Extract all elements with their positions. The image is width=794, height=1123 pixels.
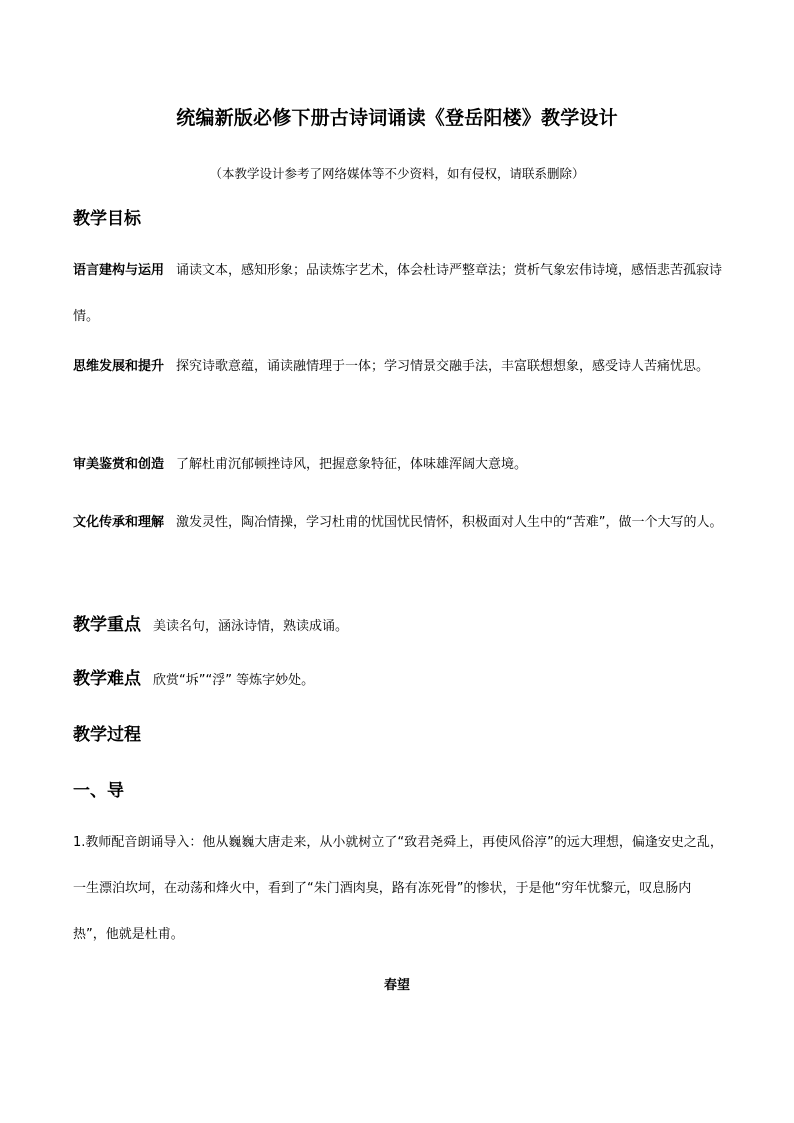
goal-label: 审美鉴赏和创造	[73, 457, 165, 472]
goal-item	[73, 344, 723, 390]
subsection-heading-intro: 一、导	[73, 781, 124, 801]
goal-item	[73, 442, 723, 488]
goal-label: 语言建构与运用	[73, 263, 165, 278]
goal-text: 激发灵性，陶冶情操，学习杜甫的忧国忧民情怀，积极面对人生中的“苦难”，做一个大写的人。	[176, 515, 723, 530]
copyright-note: （本教学设计参考了网络媒体等不少资料，如有侵权，请联系删除）	[209, 166, 585, 181]
goal-item	[73, 248, 723, 340]
intro-paragraph: 1.教师配音朗诵导入：他从巍巍大唐走来，从小就树立了“致君尧舜上，再使风俗淳”的远大理想，偏逢安史之乱，一生漂泊坎坷，在动荡和烽火中，看到了“朱门酒肉臭，路有冻死骨”的惨状，于是他“穷年忧黎元，叹息肠内热”，他就是杜甫。	[73, 835, 723, 942]
difficult-point-label: 教学难点	[73, 669, 141, 689]
difficult-point-text: 欣赏“坼”“浮” 等炼字妙处。	[153, 673, 315, 688]
goal-text: 探究诗歌意蕴，诵读融情理于一体；学习情景交融手法，丰富联想想象，感受诗人苦痛忧思。	[176, 359, 710, 374]
goal-text: 诵读文本，感知形象；品读炼字艺术，体会杜诗严整章法；赏析气象宏伟诗境，感悟悲苦孤寂诗情。	[73, 263, 723, 324]
goal-label: 文化传承和理解	[73, 515, 165, 530]
goal-text: 了解杜甫沉郁顿挫诗风，把握意象特征，体味雄浑阔大意境。	[176, 457, 528, 472]
difficult-point-row	[73, 664, 314, 689]
poem-title: 春望	[383, 978, 410, 993]
document-title: 统编新版必修下册古诗词诵读《登岳阳楼》教学设计	[176, 107, 618, 129]
goal-label: 思维发展和提升	[73, 359, 165, 374]
section-heading-goals: 教学目标	[73, 209, 141, 229]
section-heading-process: 教学过程	[73, 725, 141, 745]
goal-item	[73, 500, 723, 546]
key-point-text: 美读名句，涵泳诗情，熟读成诵。	[153, 619, 349, 634]
key-point-label: 教学重点	[73, 615, 141, 635]
key-point-row	[73, 610, 348, 635]
